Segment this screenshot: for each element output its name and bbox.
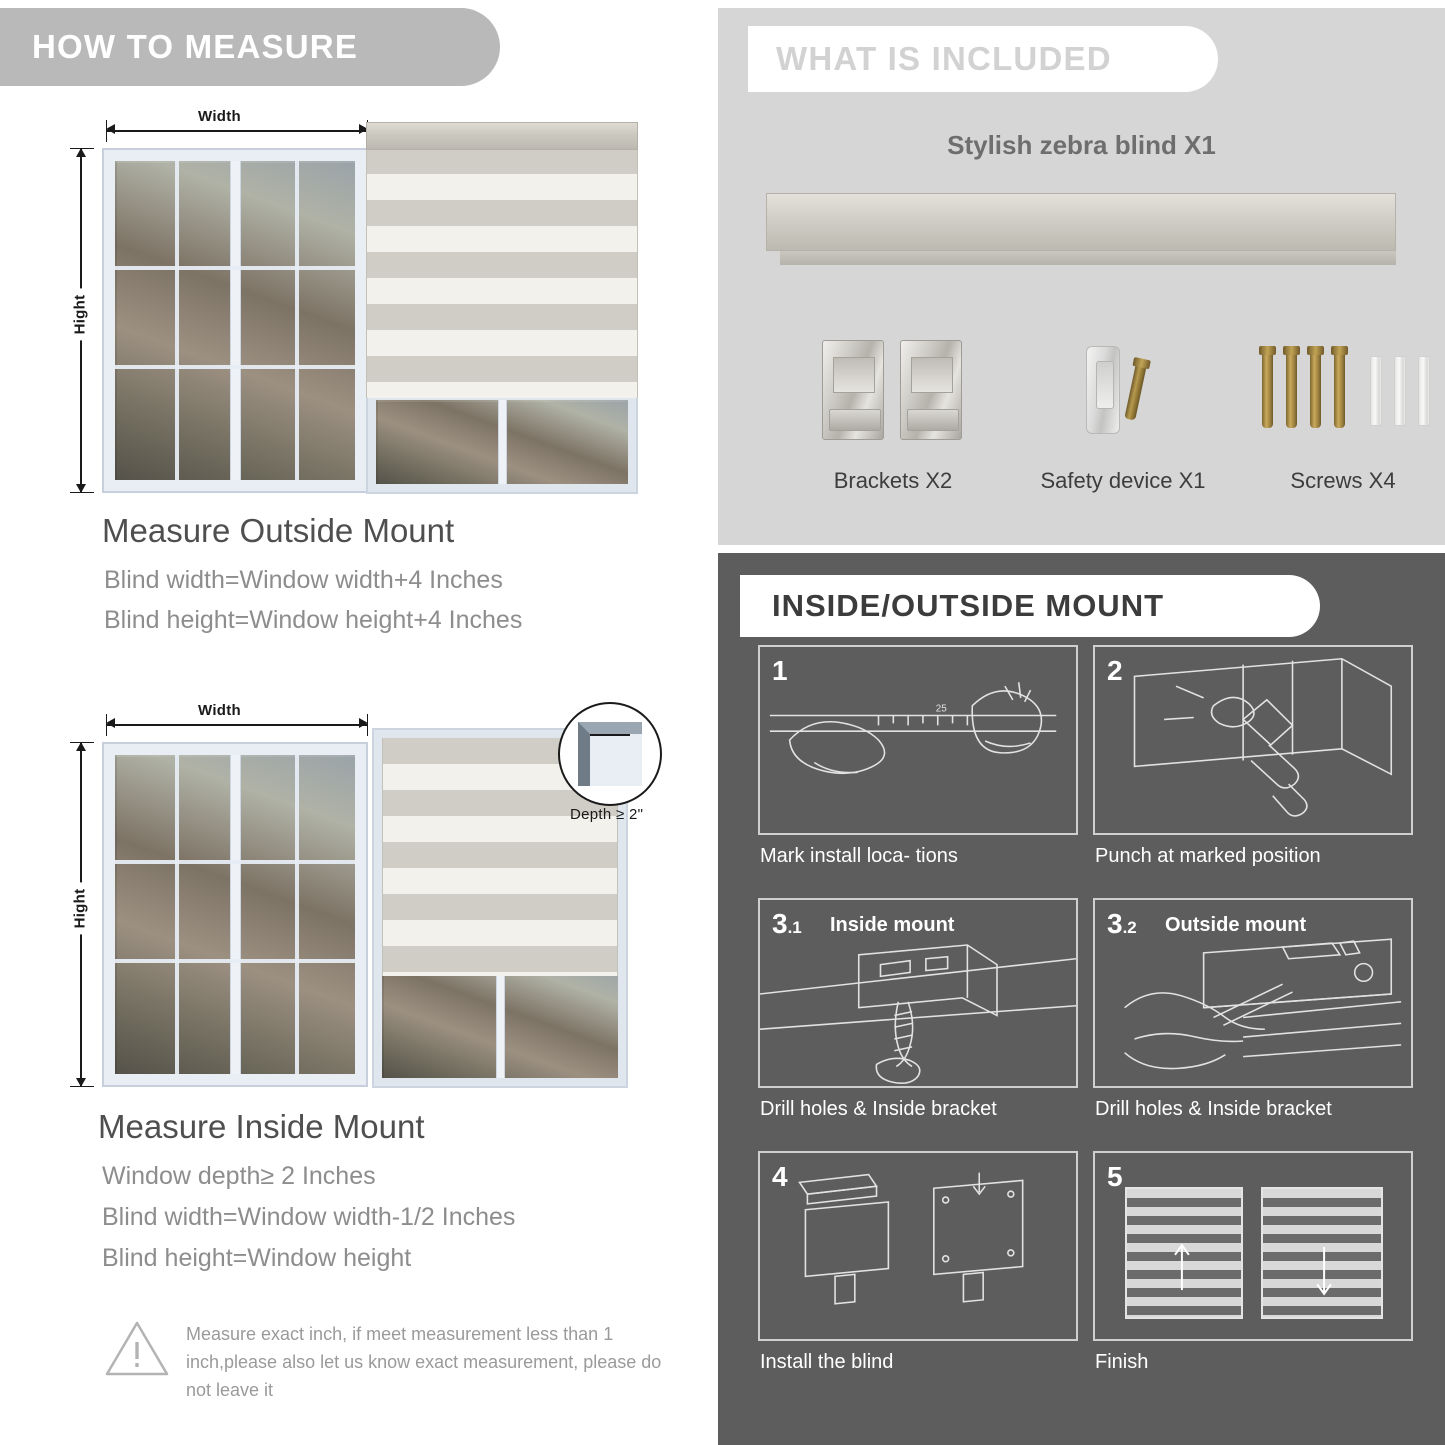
blind-headrail [366, 122, 638, 150]
blind-window-view [376, 400, 628, 484]
width-arrow-line [106, 130, 368, 132]
depth-label: Depth ≥ 2" [570, 806, 644, 823]
step-1-number: 1 [772, 655, 788, 686]
depth-callout-circle [558, 702, 662, 806]
brackets-label: Brackets X2 [833, 468, 953, 493]
step-1-caption: Mark install loca- tions [760, 845, 958, 867]
inside-blind-mullion [497, 968, 504, 1078]
inside-width-arrow-head-left [106, 718, 115, 728]
outside-mount-title: Measure Outside Mount [102, 512, 455, 549]
step-4-image [758, 1151, 1078, 1341]
inside-window-grid-h2 [115, 959, 355, 963]
step-5 [1093, 1151, 1413, 1381]
step-3-1-caption: Drill holes & Inside bracket [760, 1098, 997, 1120]
what-is-included-section [718, 8, 1445, 545]
step-2-sketch [1095, 647, 1411, 833]
step-5-image [1093, 1151, 1413, 1341]
screw-icon-1 [1262, 352, 1273, 428]
height-label: Hight [71, 289, 88, 341]
blind-window-mullion [499, 400, 506, 484]
step-2-number: 2 [1107, 655, 1123, 686]
inside-width-label: Width [192, 702, 247, 719]
screw-icon-4 [1334, 352, 1345, 428]
warning-triangle-icon [104, 1320, 170, 1378]
inside-mount-line-1: Window depth≥ 2 Inches [102, 1162, 376, 1190]
window-grid-v2 [295, 161, 299, 480]
step-3-2-caption: Drill holes & Inside bracket [1095, 1098, 1332, 1120]
step-5-number: 5 [1107, 1161, 1123, 1192]
window-mullion-vertical [231, 161, 240, 480]
step-2 [1093, 645, 1413, 875]
included-parts-row [758, 318, 1408, 518]
inside-blind-window-view [382, 968, 618, 1078]
screw-icon-2 [1286, 352, 1297, 428]
part-screws [1228, 318, 1445, 518]
step-3-1-number: 3.1 [772, 908, 802, 939]
part-brackets [778, 318, 1008, 518]
anchor-icon-3 [1418, 356, 1430, 426]
inside-window-mullion-vertical [231, 755, 240, 1074]
outside-mount-line-1: Blind width=Window width+4 Inches [104, 566, 503, 594]
outside-mount-blind [366, 122, 638, 494]
inside-height-label: Hight [71, 883, 88, 935]
window-view [115, 161, 355, 480]
inside-width-arrow-head-right [359, 718, 368, 728]
step-1-sketch [760, 647, 1076, 833]
inside-window-illustration [102, 742, 368, 1087]
part-safety-device [1008, 318, 1238, 518]
width-label: Width [192, 108, 247, 125]
step-3-1-inline-label: Inside mount [830, 914, 955, 936]
step-4-sketch [760, 1153, 1076, 1339]
depth-measure-line [590, 734, 630, 736]
blind-sub-window [366, 390, 638, 494]
inside-mount-diagram [70, 702, 670, 1090]
outside-mount-line-2: Blind height=Window height+4 Inches [104, 606, 523, 634]
safety-device-label: Safety device X1 [1040, 468, 1206, 493]
inside-width-arrow-line [106, 724, 368, 726]
step-2-image [1093, 645, 1413, 835]
headrail-front [766, 193, 1396, 251]
step-1-image [758, 645, 1078, 835]
step-5-arrows [1095, 1153, 1411, 1339]
inside-blind-scene [382, 968, 618, 1078]
window-grid-v1 [175, 161, 179, 480]
zebra-fabric [366, 148, 638, 398]
how-to-measure-section [0, 0, 712, 1445]
inside-window-grid-v1 [175, 755, 179, 1074]
anchor-icon-2 [1394, 356, 1406, 426]
depth-corner-shape [578, 722, 642, 786]
inside-outside-mount-section [718, 553, 1445, 1445]
step-3-1-image [758, 898, 1078, 1088]
inside-mount-line-3: Blind height=Window height [102, 1244, 412, 1272]
step-4-caption: Install the blind [760, 1351, 894, 1373]
outside-mount-diagram [70, 106, 660, 496]
step-5-caption: Finish [1095, 1351, 1149, 1373]
inside-window-grid-h1 [115, 860, 355, 864]
step-3-2 [1093, 898, 1413, 1128]
svg-text:25: 25 [935, 703, 947, 715]
screw-icon-3 [1310, 352, 1321, 428]
screws-label: Screws X4 [1290, 468, 1396, 493]
warning-text: Measure exact inch, if meet measurement less than 1 inch,please also let us know exact measurement, please do not leave it [186, 1324, 662, 1400]
window-grid-h2 [115, 365, 355, 369]
window-grid-h1 [115, 266, 355, 270]
inside-window-grid-v2 [295, 755, 299, 1074]
inside-window-view [115, 755, 355, 1074]
step-3-2-number: 3.2 [1107, 908, 1137, 939]
step-4-number: 4 [772, 1161, 788, 1192]
step-3-1 [758, 898, 1078, 1128]
bracket-icon-2 [900, 340, 962, 440]
step-3-2-image [1093, 898, 1413, 1088]
window-illustration [102, 148, 368, 493]
inside-height-arrow-head-bottom [76, 1078, 86, 1087]
included-main-item-label: Stylish zebra blind X1 [947, 130, 1216, 160]
inside-mount-title: Measure Inside Mount [98, 1108, 425, 1145]
safety-device-icon [1086, 346, 1120, 434]
height-arrow-head-bottom [76, 484, 86, 493]
step-4 [758, 1151, 1078, 1381]
inside-outside-mount-header: INSIDE/OUTSIDE MOUNT [740, 575, 1320, 637]
inside-mount-line-2: Blind width=Window width-1/2 Inches [102, 1203, 516, 1231]
step-1 [758, 645, 1078, 875]
measurement-warning [104, 1320, 664, 1404]
safety-device-screw-icon [1124, 363, 1146, 420]
what-is-included-header: WHAT IS INCLUDED [748, 26, 1218, 92]
step-3-2-inline-label: Outside mount [1165, 914, 1307, 936]
step-2-caption: Punch at marked position [1095, 845, 1321, 867]
how-to-measure-header: HOW TO MEASURE [0, 8, 500, 86]
headrail-shadow [780, 251, 1396, 265]
zebra-blind-product-image [766, 193, 1396, 265]
height-arrow-head-top [76, 148, 86, 157]
bracket-icon-1 [822, 340, 884, 440]
anchor-icon-1 [1370, 356, 1382, 426]
width-arrow-head-left [106, 124, 115, 134]
inside-height-arrow-head-top [76, 742, 86, 751]
